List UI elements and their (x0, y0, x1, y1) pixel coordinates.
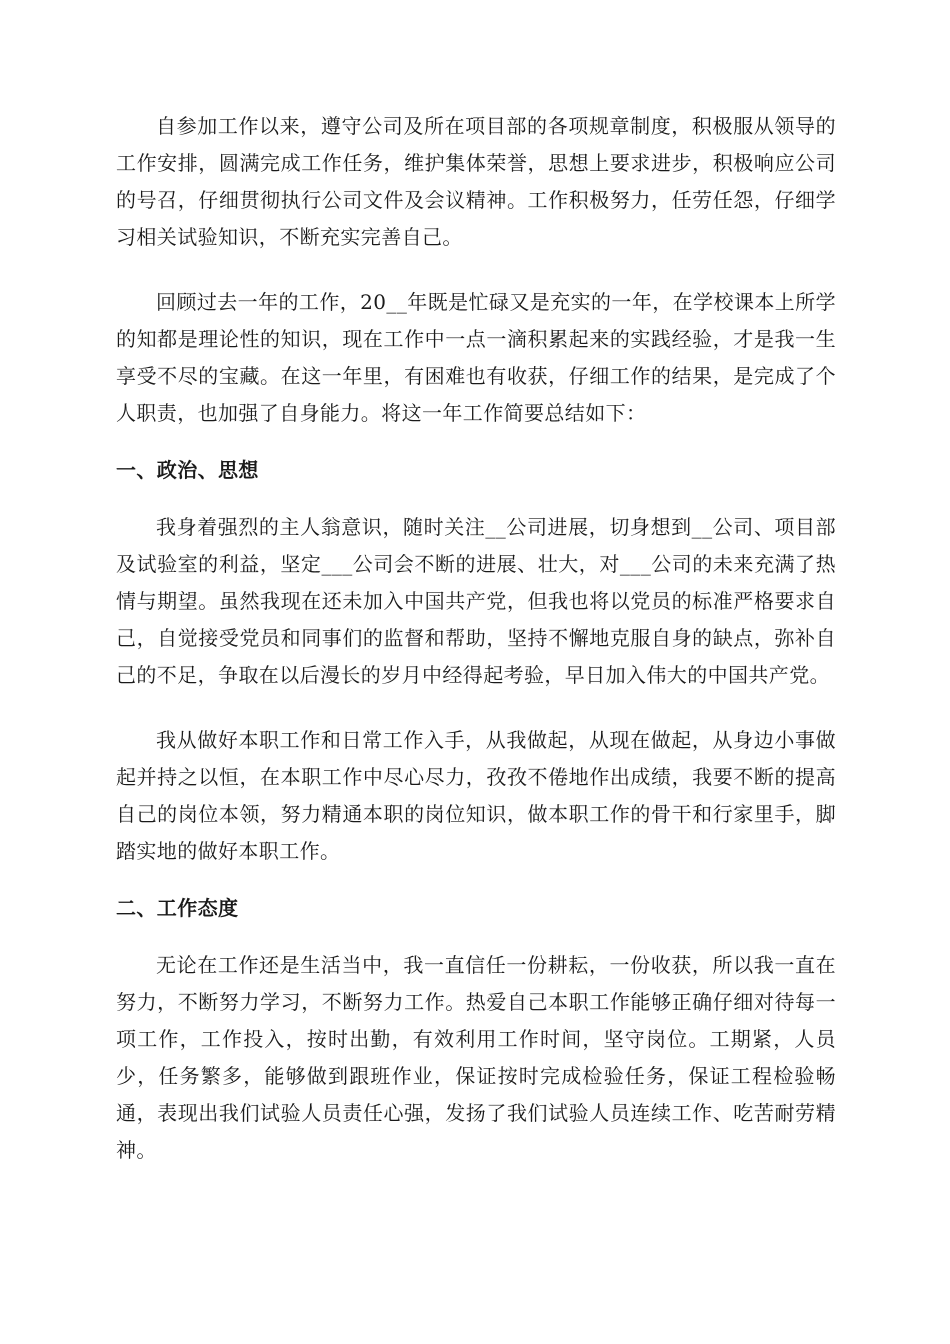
paragraph-diligence: 无论在工作还是生活当中，我一直信任一份耕耘，一份收获，所以我一直在努力，不断努力学习，不断努力工作。热爱自己本职工作能够正确仔细对待每一项工作，工作投入，按时出勤，有效利用工作时间，坚守岗位。工期紧，人员少，任务繁多，能够做到跟班作业，保证按时完成检验任务，保证工程检验畅通，表现出我们试验人员责任心强，发扬了我们试验人员连续工作、吃苦耐劳精神。 (116, 953, 836, 1162)
paragraph-year-review: 回顾过去一年的工作，20__年既是忙碌又是充实的一年，在学校课本上所学的知都是理论性的知识，现在工作中一点一滴积累起来的实践经验，才是我一生享受不尽的宝藏。在这一年里，有困难也有收获，仔细工作的结果，是完成了个人职责，也加强了自身能力。将这一年工作简要总结如下： (116, 290, 836, 425)
spacer (116, 927, 836, 947)
spacer (116, 489, 836, 509)
section-heading-attitude: 二、工作态度 (116, 896, 239, 920)
paragraph-work-attitude-intro: 自参加工作以来，遵守公司及所在项目部的各项规章制度，积极服从领导的工作安排，圆满完成工作任务，维护集体荣誉，思想上要求进步，积极响应公司的号召，仔细贯彻执行公司文件及会议精神。工作积极努力，任劳任怨，仔细学习相关试验知识，不断充实完善自己。 (116, 114, 836, 249)
spacer (116, 694, 836, 722)
section-heading-politics: 一、政治、思想 (116, 458, 259, 482)
spacer (116, 256, 836, 284)
paragraph-daily-work: 我从做好本职工作和日常工作入手，从我做起，从现在做起，从身边小事做起并持之以恒，在本职工作中尽心尽力，孜孜不倦地作出成绩，我要不断的提高自己的岗位本领，努力精通本职的岗位知识，做本职工作的骨干和行家里手，脚踏实地的做好本职工作。 (116, 728, 836, 863)
document-page (116, 108, 836, 1169)
paragraph-ownership: 我身着强烈的主人翁意识，随时关注__公司进展，切身想到__公司、项目部及试验室的利益，坚定___公司会不断的进展、壮大，对___公司的未来充满了热情与期望。虽然我现在还未加入中国共产党，但我也将以党员的标准严格要求自己，自觉接受党员和同事们的监督和帮助，坚持不懈地克服自身的缺点，弥补自己的不足，争取在以后漫长的岁月中经得起考验，早日加入伟大的中国共产党。 (116, 515, 836, 687)
spacer (116, 870, 836, 890)
spacer (116, 432, 836, 452)
